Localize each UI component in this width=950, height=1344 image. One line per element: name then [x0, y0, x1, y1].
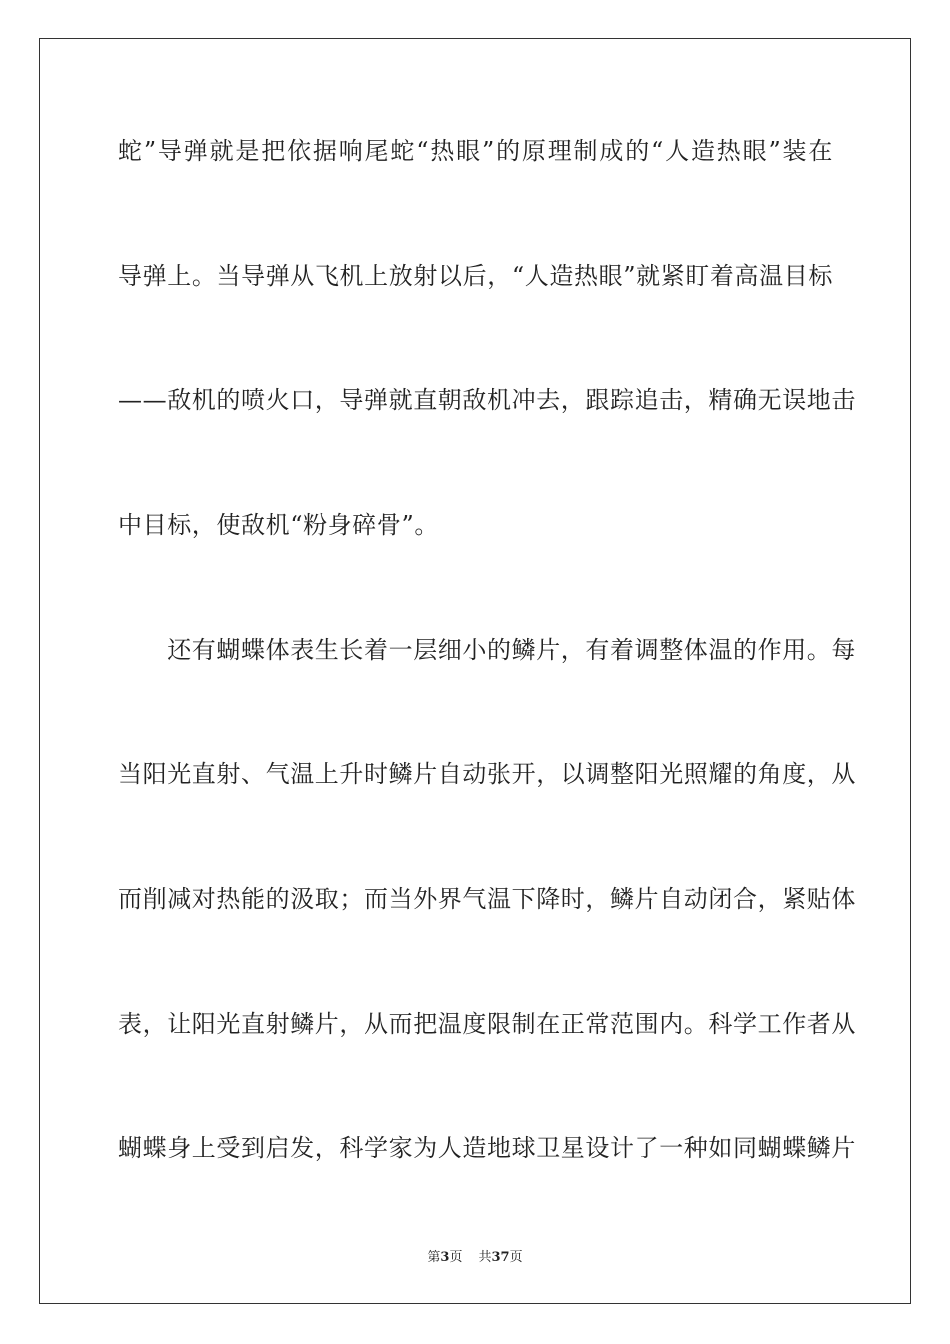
- total-label-prefix: 共: [478, 1250, 492, 1265]
- body-text-line-6: 当阳光直射、气温上升时鳞片自动张开，以调整阳光照耀的角度，从: [118, 760, 856, 788]
- body-text-line-4: 中目标，使敌机“粉身碎骨”。: [118, 511, 439, 539]
- page-border: [39, 38, 911, 1304]
- body-text-line-7: 而削减对热能的汲取；而当外界气温下降时，鳞片自动闭合，紧贴体: [118, 885, 856, 913]
- page-number: 3: [440, 1250, 450, 1265]
- body-text-line-1: 蛇”导弹就是把依据响尾蛇“热眼”的原理制成的“人造热眼”装在: [118, 137, 833, 165]
- body-text-line-3: ——敌机的喷火口，导弹就直朝敌机冲去，跟踪追击，精确无误地击: [118, 386, 856, 414]
- body-text-line-2: 导弹上。当导弹从飞机上放射以后，“人造热眼”就紧盯着高温目标: [118, 262, 833, 290]
- body-text-line-9: 蝴蝶身上受到启发，科学家为人造地球卫星设计了一种如同蝴蝶鳞片: [118, 1134, 856, 1162]
- body-text-line-5: 还有蝴蝶体表生长着一层细小的鳞片，有着调整体温的作用。每: [118, 636, 856, 664]
- body-text-line-8: 表，让阳光直射鳞片，从而把温度限制在正常范围内。科学工作者从: [118, 1010, 856, 1038]
- total-label-suffix: 页: [509, 1250, 523, 1265]
- page-label-suffix: 页: [449, 1250, 463, 1265]
- page-footer: [0, 1249, 950, 1267]
- total-pages: 37: [491, 1250, 510, 1265]
- page-label-prefix: 第: [427, 1250, 441, 1265]
